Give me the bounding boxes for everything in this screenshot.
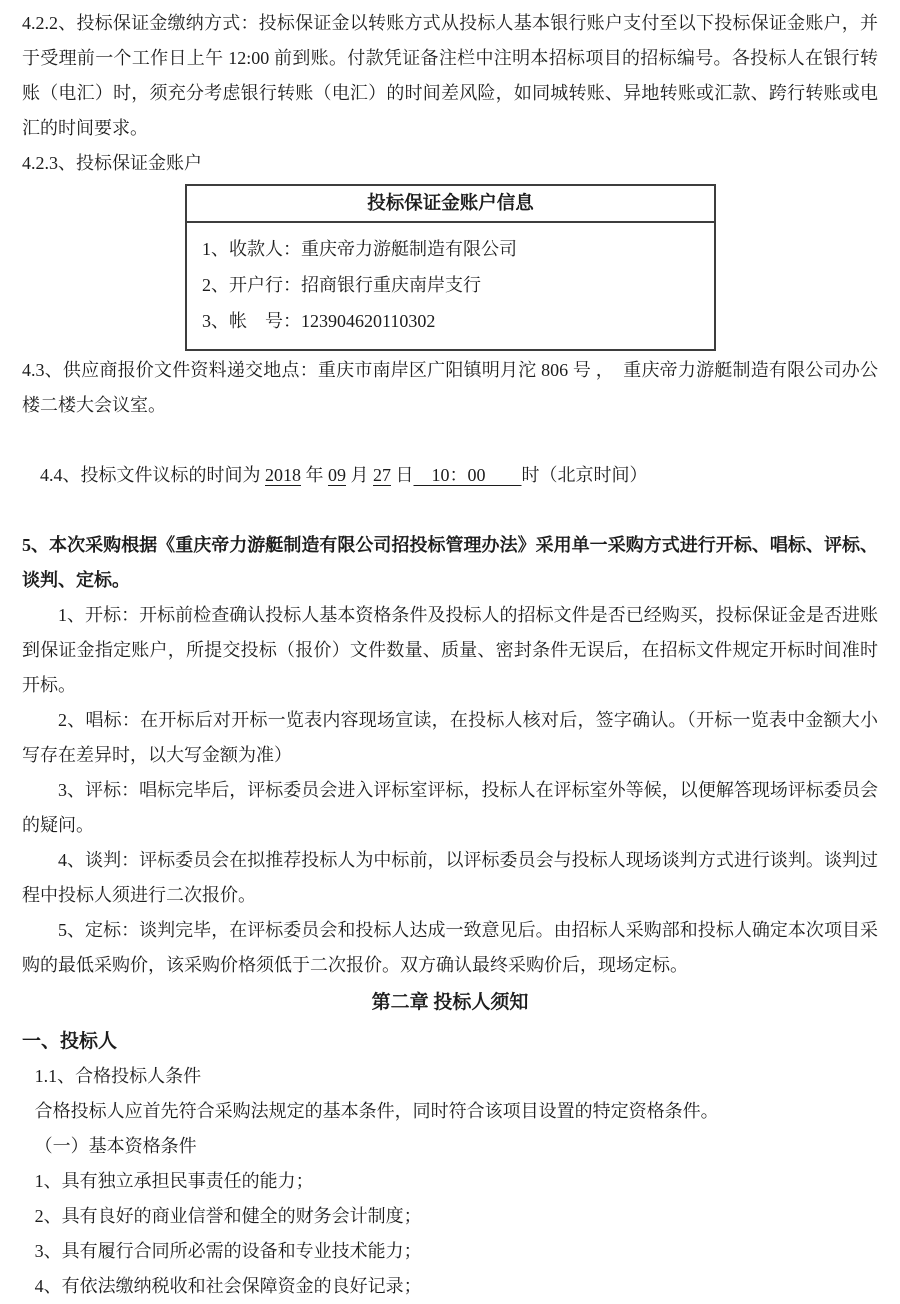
meeting-time-year: 2018 xyxy=(265,465,301,485)
meeting-time-year-label: 年 xyxy=(301,465,328,485)
paragraph-4-3: 4.3、供应商报价文件资料递交地点：重庆市南岸区广阳镇明月沱 806 号 ， 重庆帝力游艇制造有限公司办公楼二楼大会议室。 xyxy=(22,360,878,415)
section-1-heading: 一、投标人 xyxy=(22,1031,118,1052)
deposit-account-table-body xyxy=(187,223,714,349)
basic-condition-item: 3、具有履行合同所必需的设备和专业技术能力； xyxy=(34,1241,422,1261)
chapter-title: 第二章 投标人须知 xyxy=(371,992,529,1013)
paragraph-qualified-bidder: 合格投标人应首先符合采购法规定的基本条件，同时符合该项目设置的特定资格条件。 xyxy=(34,1101,719,1121)
basic-condition-item: 1、具有独立承担民事责任的能力； xyxy=(34,1171,314,1191)
meeting-time-day: 27 xyxy=(373,465,391,485)
paragraph-4-4-meeting-time xyxy=(22,423,878,528)
step-open-bid: 1、开标：开标前检查确认投标人基本资格条件及投标人的招标文件是否已经购买，投标保证金是否进账到保证金指定账户，所提交投标（报价）文件数量、质量、密封条件无误后，在招标文件规定开标时间准时开标。 xyxy=(22,605,878,695)
meeting-time-month-label: 月 xyxy=(346,465,373,485)
paragraph-5-procurement-method: 5、本次采购根据《重庆帝力游艇制造有限公司招投标管理办法》采用单一采购方式进行开标、唱标、评标、谈判、定标。 xyxy=(22,535,878,590)
step-evaluate-bid: 3、评标：唱标完毕后，评标委员会进入评标室评标，投标人在评标室外等候，以便解答现场评标委员会的疑问。 xyxy=(22,780,878,835)
heading-4-2-3: 4.2.3、投标保证金账户 xyxy=(22,153,202,173)
meeting-time-day-label: 日 xyxy=(391,465,414,485)
table-row: 3、帐 号：123904620110302 xyxy=(202,311,436,331)
heading-1-1: 1.1、合格投标人条件 xyxy=(34,1066,202,1086)
meeting-time-clock: 10：00 xyxy=(413,465,522,485)
deposit-account-table-title: 投标保证金账户信息 xyxy=(187,186,714,223)
heading-basic-qualifications: （一）基本资格条件 xyxy=(34,1136,197,1156)
meeting-time-suffix: 时（北京时间） xyxy=(521,465,648,485)
table-row: 2、开户行：招商银行重庆南岸支行 xyxy=(202,275,481,295)
meeting-time-month: 09 xyxy=(328,465,346,485)
step-negotiate: 4、谈判：评标委员会在拟推荐投标人为中标前，以评标委员会与投标人现场谈判方式进行谈判。谈判过程中投标人须进行二次报价。 xyxy=(22,850,878,905)
paragraph-4-2-2: 4.2.2、投标保证金缴纳方式：投标保证金以转账方式从投标人基本银行账户支付至以下投标保证金账户，并于受理前一个工作日上午 12:00 前到账。付款凭证备注栏中注明本招标项目的招标编号。各投标人在银行转账（电汇）时，须充分考虑银行转账（电汇）的时间差风险，如同城转账、异地转账或汇款、跨行转账或电汇的时间要求。 xyxy=(22,13,878,138)
step-final-award: 5、定标：谈判完毕，在评标委员会和投标人达成一致意见后。由招标人采购部和投标人确定本次项目采购的最低采购价，该采购价格须低于二次报价。双方确认最终采购价后，现场定标。 xyxy=(22,920,878,975)
basic-condition-item: 2、具有良好的商业信誉和健全的财务会计制度； xyxy=(34,1206,422,1226)
deposit-account-table xyxy=(185,184,716,351)
step-read-bid: 2、唱标：在开标后对开标一览表内容现场宣读，在投标人核对后，签字确认。（开标一览表中金额大小写存在差异时，以大写金额为准） xyxy=(22,710,878,765)
basic-condition-item: 4、有依法缴纳税收和社会保障资金的良好记录； xyxy=(34,1276,422,1296)
meeting-time-prefix: 4.4、投标文件议标的时间为 xyxy=(40,465,265,485)
table-row: 1、收款人：重庆帝力游艇制造有限公司 xyxy=(202,239,517,259)
